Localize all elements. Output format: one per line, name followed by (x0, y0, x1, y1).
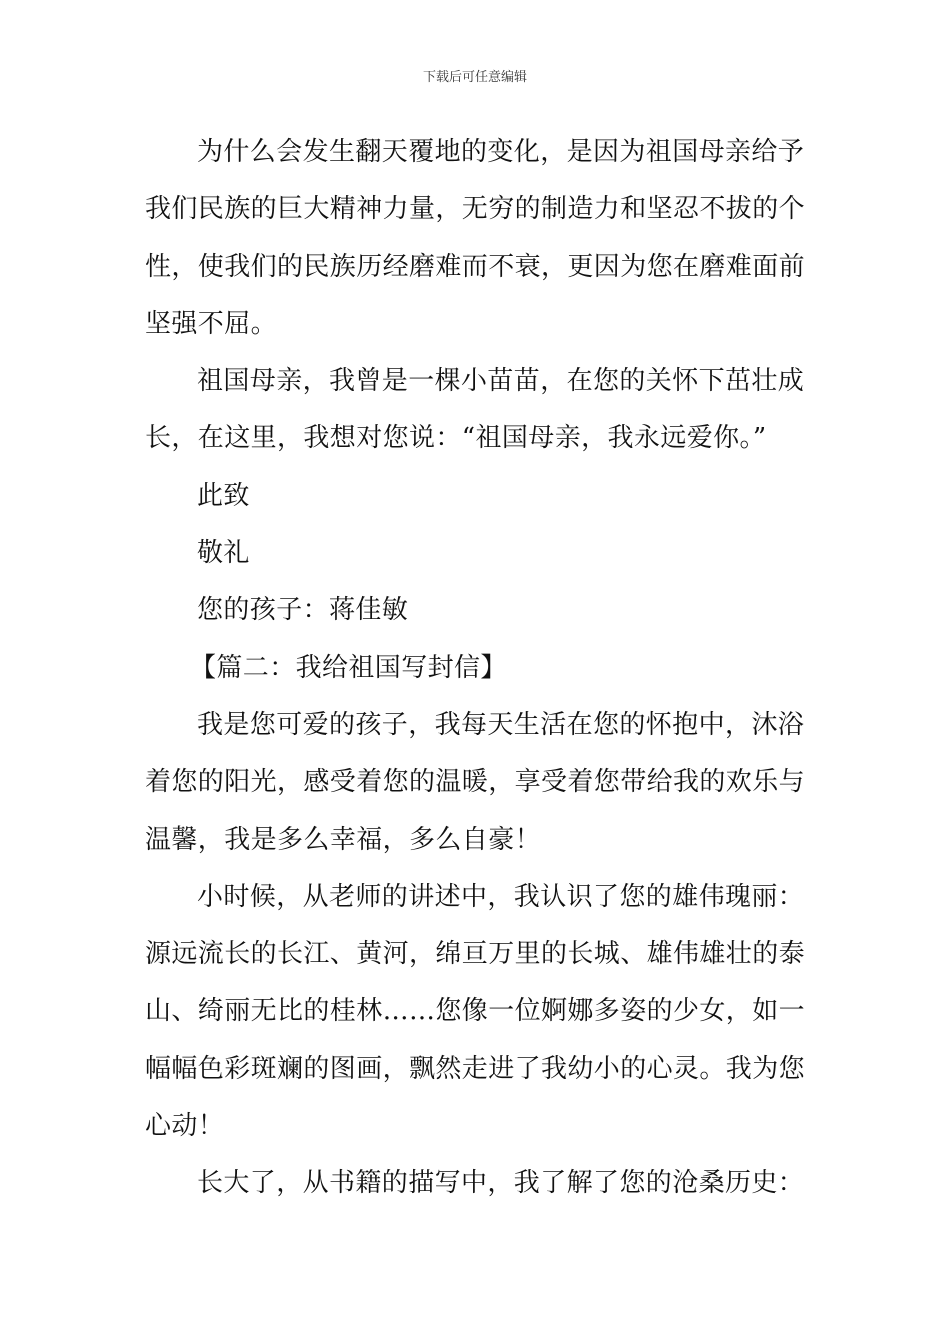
paragraph-3 (145, 697, 810, 869)
paragraph-1 (145, 124, 810, 353)
text-line: 我们民族的巨大精神力量，无穷的制造力和坚忍不拔的个 (145, 194, 806, 225)
document-body (145, 124, 810, 1213)
paragraph-2 (145, 353, 810, 468)
text-line: 为什么会发生翻天覆地的变化，是因为祖国母亲给予 (197, 137, 805, 167)
text-line: 我是您可爱的孩子，我每天生活在您的怀抱中，沐浴 (197, 709, 805, 740)
page-header: 下载后可任意编辑 (422, 70, 527, 85)
text-line: 温馨，我是多么幸福，多么自豪！ (145, 824, 542, 855)
text-line: 【篇二：我给祖国写封信】 (190, 652, 507, 683)
signature (145, 582, 810, 639)
text-line: 心动！ (145, 1111, 225, 1142)
text-line: 坚强不屈。 (145, 308, 278, 339)
closing-regards (145, 525, 810, 582)
text-line: 着您的阳光，感受着您的温暖，享受着您带给我的欢乐与 (145, 767, 806, 798)
text-line: 长，在这里，我想对您说：“祖国母亲，我永远爱你。” (145, 423, 767, 454)
text-line: 幅幅色彩斑斓的图画，飘然走进了我幼小的心灵。我为您 (145, 1053, 806, 1084)
text-line: 小时候，从老师的讲述中，我认识了您的雄伟瑰丽： (197, 881, 805, 912)
text-line: 性，使我们的民族历经磨难而不衰，更因为您在磨难面前 (145, 251, 806, 282)
closing-salutation (145, 468, 810, 525)
section-heading (145, 640, 810, 697)
text-line: 此致 (197, 480, 250, 511)
text-line: 山、绮丽无比的桂林……您像一位婀娜多姿的少女，如一 (145, 996, 806, 1027)
text-line: 祖国母亲，我曾是一棵小苗苗，在您的关怀下茁壮成 (197, 366, 805, 397)
paragraph-4 (145, 869, 810, 1155)
paragraph-5 (145, 1155, 810, 1212)
text-line: 长大了，从书籍的描写中，我了解了您的沧桑历史： (197, 1168, 805, 1199)
text-line: 源远流长的长江、黄河，绵亘万里的长城、雄伟雄壮的泰 (145, 939, 806, 970)
text-line: 您的孩子：蒋佳敏 (197, 595, 409, 626)
text-line: 敬礼 (197, 538, 250, 569)
